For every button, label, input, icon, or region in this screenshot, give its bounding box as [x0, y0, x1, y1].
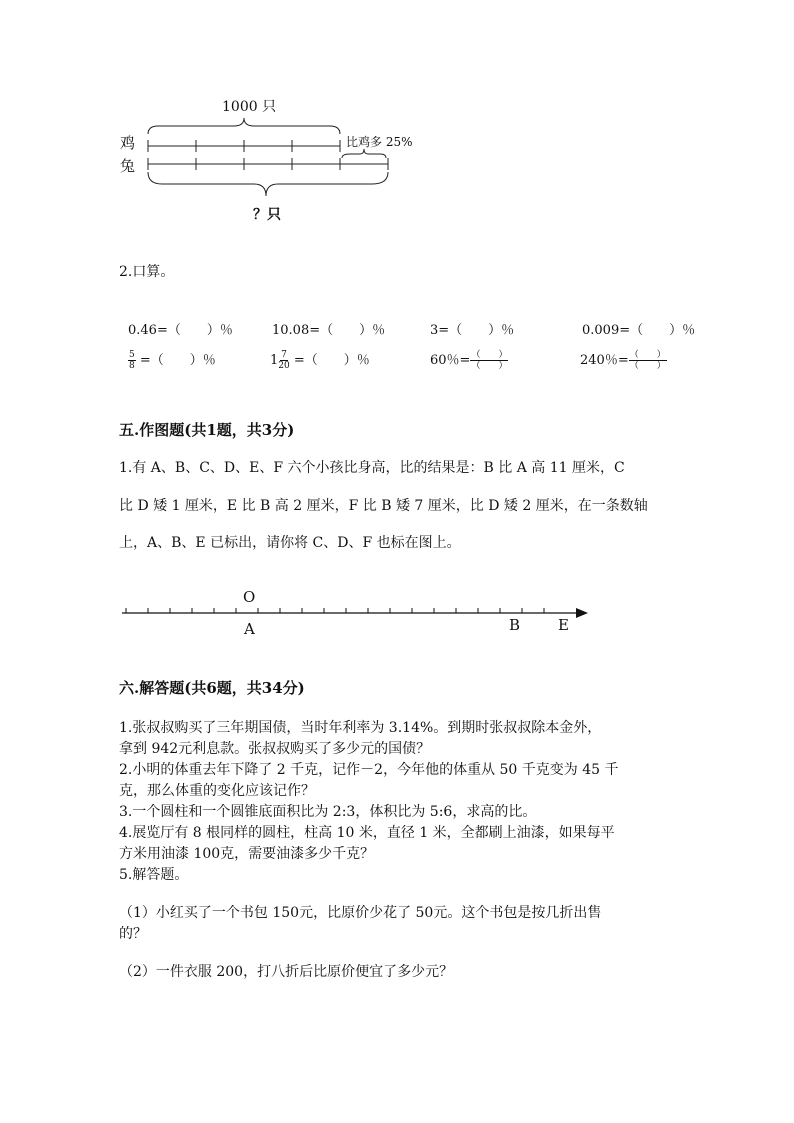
question-line: 3.一个圆柱和一个圆锥底面积比为 2:3，体积比为 5:6，求高的比。 [119, 804, 537, 820]
calc-item: 10.08=（ ）％ [272, 323, 386, 338]
question-line: 方米用油漆 100克，需要油漆多少千克？ [119, 846, 375, 862]
section5-text-line: 比 D 矮 1 厘米，E 比 B 高 2 厘米，F 比 B 矮 7 厘米，比 D 矮 2 厘米，在一条数轴 [119, 498, 648, 514]
question-line: 1.张叔叔购买了三年期国债，当时年利率为 3.14%。到期时张叔叔除本金外， [119, 720, 602, 736]
diagram-bottom-label: ？只 [253, 207, 281, 223]
diagram-row-label-chicken: 鸡 [120, 134, 136, 152]
section2-title: 2.口算。 [119, 264, 175, 280]
calc-item: 3=（ ）％ [430, 323, 515, 338]
section6-title: 六.解答题(共6题，共34分) [119, 679, 305, 697]
question-line: （2）一件衣服 200，打八折后比原价便宜了多少元？ [119, 964, 454, 980]
question-line: 4.展览厅有 8 根同样的圆柱，柱高 10 米，直径 1 米，全都刷上油漆，如果每平 [119, 825, 615, 841]
diagram-top-label: 1000 只 [222, 99, 277, 115]
axis-label-a: A [244, 620, 255, 638]
fraction: $\frac{( )}{( )}$ [629, 350, 666, 371]
axis-label-o: O [243, 588, 256, 606]
question-line: 的？ [119, 926, 147, 942]
bottom-brace [148, 172, 388, 196]
calc-item: 0.46=（ ）％ [128, 323, 233, 338]
question-line: 5.解答题。 [119, 867, 189, 883]
calc-item-fraction: $\frac{5}{8}$ =（ ）％ [129, 350, 216, 371]
fraction: $\frac{( )}{( )}$ [471, 350, 508, 371]
axis-label-e: E [558, 616, 569, 634]
calc-item-mixed-fraction: 1 $\frac{7}{20}$ =（ ）％ [270, 350, 370, 371]
question-line: （1）小红买了一个书包 150元，比原价少花了 50元。这个书包是按几折出售 [119, 905, 602, 921]
fraction: $\frac{5}{8}$ [129, 350, 135, 371]
fraction: $\frac{7}{20}$ [278, 350, 290, 371]
axis-label-b: B [509, 616, 521, 634]
question-line: 克，那么体重的变化应该记作？ [119, 783, 315, 799]
diagram-lines [110, 92, 440, 232]
extra-brace [342, 149, 386, 158]
number-line-axis [118, 588, 598, 638]
calc-item-percent-to-fraction: 240％= $\frac{( )}{( )}$ [580, 350, 666, 371]
calc-item: 0.009=（ ）％ [582, 323, 696, 338]
section5-text-line: 上，A、B、E 已标出，请你将 C、D、F 也标在图上。 [119, 535, 461, 551]
number-line [118, 588, 598, 638]
question-line: 拿到 942元利息款。张叔叔购买了多少元的国债？ [119, 741, 431, 757]
section5-text-line: 1.有 A、B、C、D、E、F 六个小孩比身高，比的结果是：B 比 A 高 11 厘米，C [119, 460, 625, 476]
top-brace [148, 118, 340, 134]
diagram-extra-label: 比鸡多 25% [346, 135, 413, 149]
diagram-row-label-rabbit: 兔 [120, 157, 136, 175]
question-line: 2.小明的体重去年下降了 2 千克，记作－2，今年他的体重从 50 千克变为 45 千 [119, 762, 619, 778]
arrow-head [576, 608, 588, 618]
segment-diagram [110, 92, 440, 232]
calc-item-percent-to-fraction: 60％= $\frac{( )}{( )}$ [430, 350, 508, 371]
section5-title: 五.作图题(共1题，共3分) [119, 421, 295, 439]
